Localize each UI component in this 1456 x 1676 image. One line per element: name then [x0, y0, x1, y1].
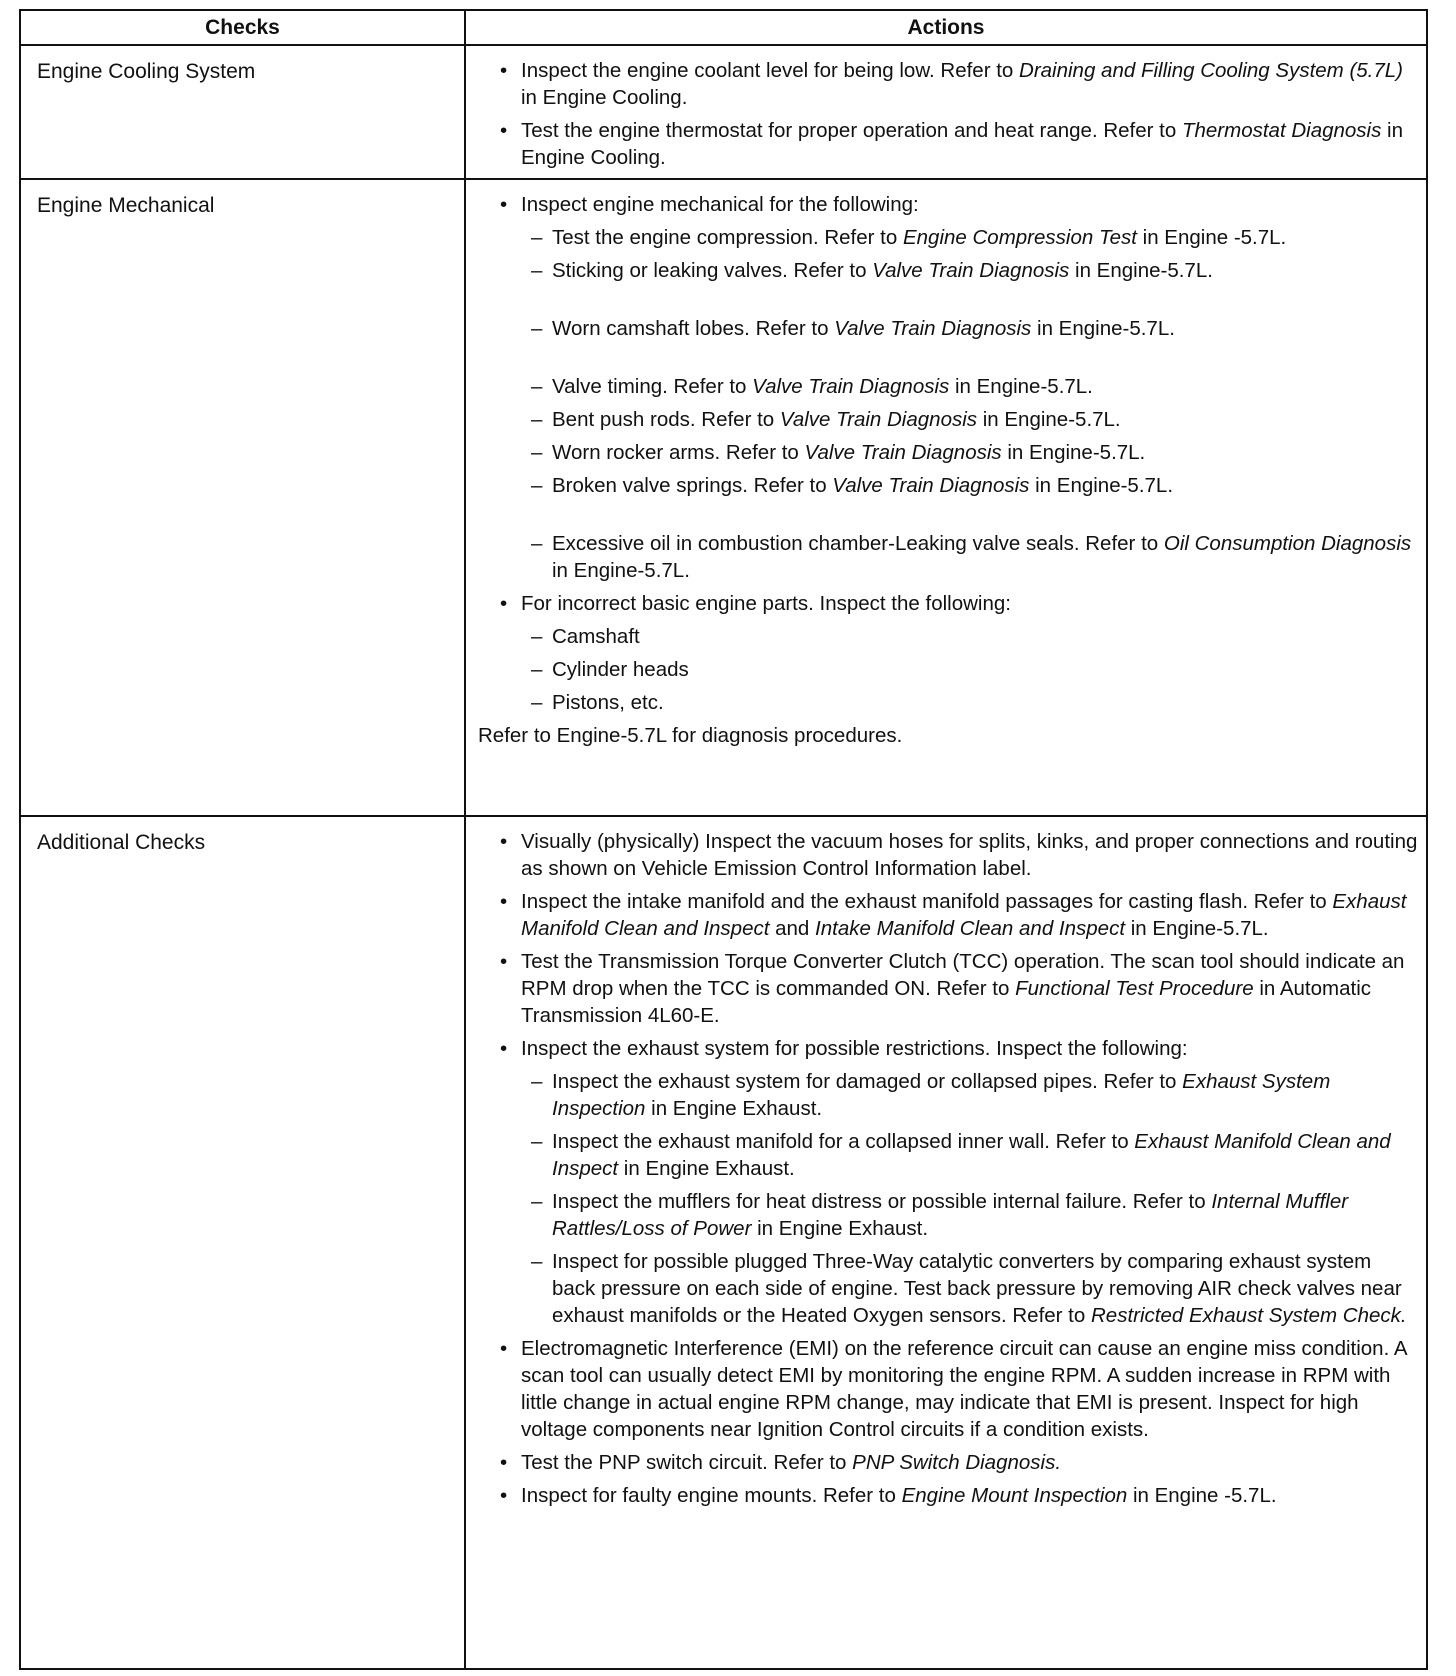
action-text: Test the PNP switch circuit. Refer to	[521, 1451, 853, 1474]
action-text: in Engine Cooling.	[521, 119, 1404, 169]
action-dash-item	[478, 1068, 1418, 1122]
action-bullet-item	[478, 888, 1418, 942]
action-text: in Engine -5.7L.	[1136, 226, 1287, 249]
action-dash-item	[478, 373, 1418, 400]
action-bullet-item	[478, 1449, 1418, 1476]
action-bullet-item	[478, 117, 1418, 171]
action-text: Inspect the engine coolant level for being low. Refer to	[521, 59, 1020, 82]
action-text: in Engine Exhaust.	[618, 1157, 795, 1180]
reference-title: Engine Compression Test	[902, 226, 1137, 249]
table-row	[20, 816, 1427, 1669]
action-dash-item	[478, 530, 1418, 584]
action-text: Cylinder heads	[552, 658, 689, 681]
action-text: Excessive oil in combustion chamber-Leaking valve seals. Refer to	[552, 532, 1164, 555]
action-text: Inspect engine mechanical for the following:	[521, 193, 919, 216]
action-text: Visually (physically) Inspect the vacuum hoses for splits, kinks, and proper connections and routing as shown on Vehicle Emission Control Information label.	[521, 830, 1418, 880]
action-text: Sticking or leaking valves. Refer to	[552, 259, 873, 282]
action-dash-item	[478, 1128, 1418, 1182]
reference-title: Oil Consumption Diagnosis	[1163, 532, 1412, 555]
reference-title: Restricted Exhaust System Check.	[1090, 1304, 1407, 1327]
action-text: in Engine-5.7L.	[1001, 441, 1146, 464]
action-text: Inspect for faulty engine mounts. Refer to	[521, 1484, 902, 1507]
action-text: in Engine-5.7L.	[1069, 259, 1213, 282]
actions-cell	[465, 179, 1427, 816]
action-bullet-item	[478, 1335, 1418, 1443]
action-dash-item	[478, 315, 1418, 342]
reference-title: Valve Train Diagnosis	[804, 441, 1002, 464]
checks-actions-table	[19, 9, 1428, 1670]
reference-title: PNP Switch Diagnosis.	[852, 1451, 1062, 1474]
action-bullet-item	[478, 828, 1418, 882]
action-dash-item	[478, 406, 1418, 433]
reference-title: Valve Train Diagnosis	[779, 408, 978, 431]
action-text: Valve timing. Refer to	[552, 375, 753, 398]
action-text: Inspect the exhaust system for damaged or collapsed pipes. Refer to	[552, 1070, 1183, 1093]
check-cell: Engine Cooling System	[20, 45, 465, 179]
check-cell: Additional Checks	[20, 816, 465, 1669]
action-text: in Engine-5.7L.	[552, 559, 690, 582]
action-text: Bent push rods. Refer to	[552, 408, 780, 431]
action-dash-item	[478, 1248, 1418, 1329]
action-text: Inspect the intake manifold and the exhaust manifold passages for casting flash. Refer to	[521, 890, 1333, 913]
check-cell: Engine Mechanical	[20, 179, 465, 816]
action-text: in Engine-5.7L.	[1029, 474, 1174, 497]
action-note	[478, 722, 1418, 749]
reference-title: Internal Muffler Rattles/Loss of Power	[552, 1190, 1349, 1240]
action-text: in Engine -5.7L.	[1127, 1484, 1277, 1507]
action-text: in Automatic Transmission 4L60-E.	[521, 977, 1372, 1027]
action-text: in Engine-5.7L.	[949, 375, 1093, 398]
action-bullet-item	[478, 191, 1418, 218]
actions-cell	[465, 45, 1427, 179]
action-text: Electromagnetic Interference (EMI) on the reference circuit can cause an engine miss condition. A scan tool can usually detect EMI by monitoring the engine RPM. A sudden increase in RPM with little change in actual engine RPM change, may indicate that EMI is present. Inspect for high voltage components near Ignition Control circuits if a condition exists.	[521, 1337, 1407, 1441]
action-text: Inspect for possible plugged Three-Way catalytic converters by comparing exhaust system back pressure on each side of engine. Test back pressure by removing AIR check valves near exhaust manifolds or the Heated Oxygen sensors. Refer to	[552, 1250, 1402, 1327]
action-text: Test the engine thermostat for proper operation and heat range. Refer to	[521, 119, 1182, 142]
action-text: Inspect the exhaust system for possible restrictions. Inspect the following:	[521, 1037, 1188, 1060]
action-text: in Engine-5.7L.	[977, 408, 1121, 431]
reference-title: Valve Train Diagnosis	[872, 259, 1070, 282]
action-text: Inspect the mufflers for heat distress or possible internal failure. Refer to	[552, 1190, 1212, 1213]
reference-title: Valve Train Diagnosis	[832, 474, 1030, 497]
action-text: Camshaft	[552, 625, 640, 648]
action-text: Test the Transmission Torque Converter Clutch (TCC) operation. The scan tool should indicate an RPM drop when the TCC is commanded ON. Refer to	[521, 950, 1405, 1000]
action-text: Worn camshaft lobes. Refer to	[552, 317, 835, 340]
action-text: and	[769, 917, 816, 940]
reference-title: Exhaust Manifold Clean and Inspect	[552, 1130, 1391, 1180]
action-dash-item	[478, 656, 1418, 683]
reference-title: Valve Train Diagnosis	[752, 375, 950, 398]
action-text: Broken valve springs. Refer to	[552, 474, 833, 497]
action-dash-item	[478, 439, 1418, 466]
action-text: in Engine Exhaust.	[751, 1217, 929, 1240]
action-text: in Engine Cooling.	[521, 86, 688, 109]
action-text: Pistons, etc.	[552, 691, 664, 714]
action-dash-item	[478, 224, 1418, 251]
reference-title: Exhaust Manifold Clean and Inspect	[521, 890, 1407, 940]
action-dash-item	[478, 472, 1418, 499]
table-header-row	[20, 10, 1427, 45]
action-text: in Engine-5.7L.	[1031, 317, 1175, 340]
action-bullet-item	[478, 1482, 1418, 1509]
action-bullet-item	[478, 590, 1418, 617]
checks-column-header: Checks	[20, 10, 465, 45]
action-text: For incorrect basic engine parts. Inspect the following:	[521, 592, 1011, 615]
action-dash-item	[478, 257, 1418, 284]
action-dash-item	[478, 1188, 1418, 1242]
action-bullet-item	[478, 1035, 1418, 1062]
actions-column-header: Actions	[465, 10, 1427, 45]
action-dash-item	[478, 623, 1418, 650]
action-text: in Engine-5.7L.	[1125, 917, 1269, 940]
action-text: Test the engine compression. Refer to	[552, 226, 903, 249]
action-text: Refer to Engine-5.7L for diagnosis procedures.	[478, 724, 903, 747]
reference-title: Thermostat Diagnosis	[1181, 119, 1382, 142]
action-text: Worn rocker arms. Refer to	[552, 441, 805, 464]
reference-title: Functional Test Procedure	[1015, 977, 1254, 1000]
actions-cell	[465, 816, 1427, 1669]
action-bullet-item	[478, 57, 1418, 111]
reference-title: Draining and Filling Cooling System (5.7L)	[1019, 59, 1404, 82]
table-row	[20, 179, 1427, 816]
reference-title: Intake Manifold Clean and Inspect	[815, 917, 1126, 940]
reference-title: Engine Mount Inspection	[901, 1484, 1128, 1507]
action-text: in Engine Exhaust.	[645, 1097, 823, 1120]
action-bullet-item	[478, 948, 1418, 1029]
reference-title: Exhaust System Inspection	[552, 1070, 1331, 1120]
action-text: Inspect the exhaust manifold for a collapsed inner wall. Refer to	[552, 1130, 1135, 1153]
reference-title: Valve Train Diagnosis	[834, 317, 1032, 340]
table-row	[20, 45, 1427, 179]
action-dash-item	[478, 689, 1418, 716]
